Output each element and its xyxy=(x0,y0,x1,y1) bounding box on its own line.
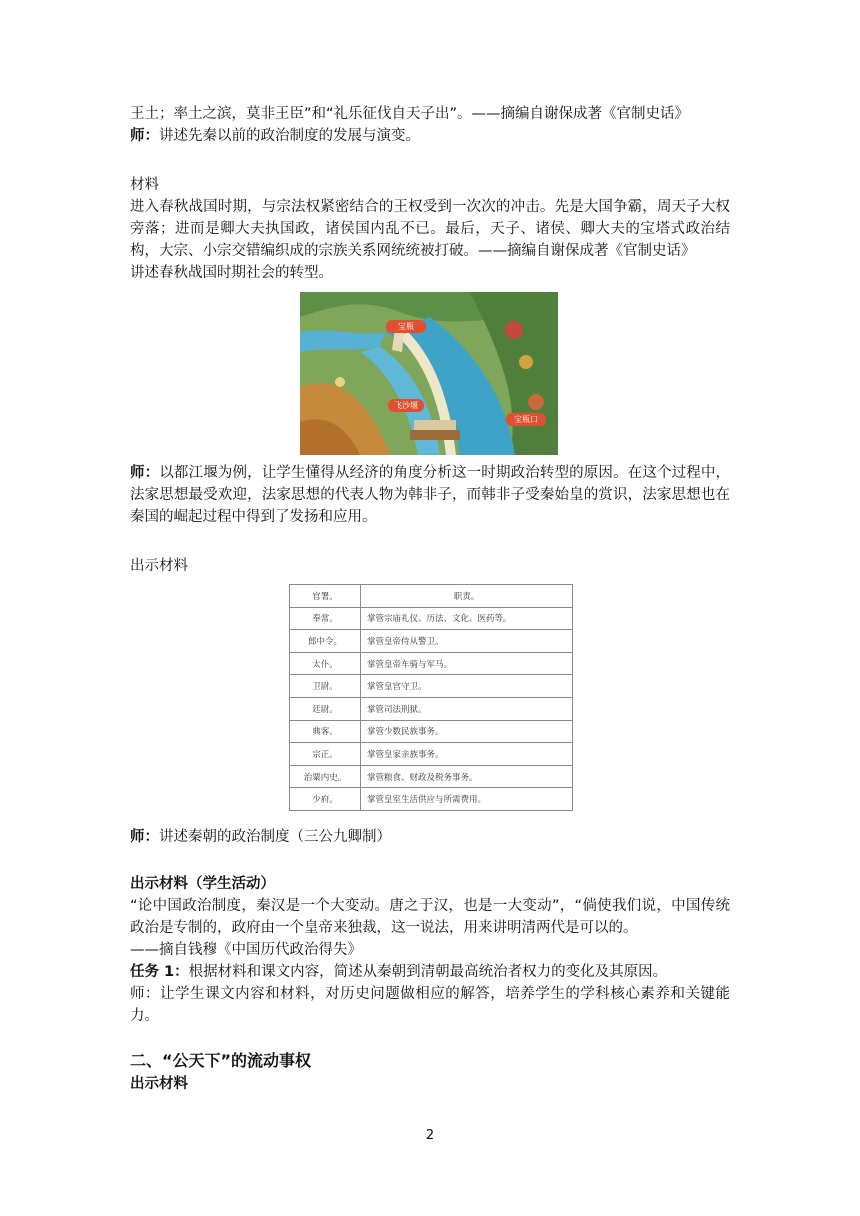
show-material-label: 出示材料 xyxy=(130,558,188,574)
task-label: 任务 1： xyxy=(130,964,189,980)
material-label: 材料 xyxy=(130,177,159,193)
text-line-quote-end: 王土；率土之滨，莫非王臣”和“礼乐征伐自天子出”。——摘编自谢保成著《官制史话》 xyxy=(130,106,690,122)
office-cell: 治粟内史。 xyxy=(290,765,361,788)
teacher-text: 讲述先秦以前的政治制度的发展与演变。 xyxy=(159,128,420,144)
table-row xyxy=(290,697,573,720)
office-cell: 宗正。 xyxy=(290,743,361,766)
task-text: 根据材料和课文内容，简述从秦朝到清朝最高统治者权力的变化及其原因。 xyxy=(188,964,668,980)
dujiangyan-illustration xyxy=(300,292,558,455)
quote-paragraph: “论中国政治制度，秦汉是一个大变动。唐之于汉，也是一大变动”，“倘使我们说，中国传统政治是专制的，政府由一个皇帝来独裁，这一说法，用来讲明清两代是可以的。 xyxy=(130,898,730,936)
illustration-label-3: 宝瓶口 xyxy=(514,415,538,424)
office-cell: 典客。 xyxy=(290,720,361,743)
office-cell: 奉常。 xyxy=(290,607,361,630)
teacher-text: 讲述秦朝的政治制度（三公九卿制） xyxy=(159,829,391,845)
section-heading: 二、“公天下”的流动事权 xyxy=(130,1051,312,1070)
page-number: 2 xyxy=(425,1128,435,1143)
table-header-cell: 官署。 xyxy=(290,585,361,608)
office-cell: 太仆。 xyxy=(290,652,361,675)
teacher-text: 以都江堰为例，让学生懂得从经济的角度分析这一时期政治转型的原因。在这个过程中，法家思想最受欢迎，法家思想的代表人物为韩非子，而韩非子受秦始皇的赏识，法家思想也在秦国的崛起过程中得到了发扬和应用。 xyxy=(130,465,731,525)
duty-cell: 掌管宗庙礼仪、历法、文化、医药等。 xyxy=(361,607,573,630)
student-activity-heading: 出示材料（学生活动） xyxy=(130,876,275,892)
table-row xyxy=(290,630,573,653)
teacher-paragraph-2 xyxy=(130,462,730,528)
table-header-cell: 职责。 xyxy=(361,585,573,608)
task-line xyxy=(130,961,667,983)
teacher-label: 师： xyxy=(130,465,160,481)
duty-cell: 掌管皇帝侍从警卫。 xyxy=(361,630,573,653)
show-material-label-2: 出示材料 xyxy=(130,1076,188,1092)
office-cell: 少府。 xyxy=(290,788,361,811)
duty-cell: 掌管皇帝车骑与军马。 xyxy=(361,652,573,675)
quote-source: ——摘自钱穆《中国历代政治得失》 xyxy=(130,942,362,958)
table-row xyxy=(290,607,573,630)
duty-cell: 掌管皇室生活供应与所需费用。 xyxy=(361,788,573,811)
officials-table xyxy=(289,584,573,811)
teacher-paragraph-4: 师：让学生课文内容和材料，对历史问题做相应的解答，培养学生的学科核心素养和关键能力。 xyxy=(130,986,730,1024)
duty-cell: 掌管粮食、财政及税务事务。 xyxy=(361,765,573,788)
table-row xyxy=(290,765,573,788)
illustration-label-2: 飞沙堰 xyxy=(394,401,418,410)
table-row xyxy=(290,675,573,698)
table-header-row xyxy=(290,585,573,608)
duty-cell: 掌管少数民族事务。 xyxy=(361,720,573,743)
duty-cell: 掌管司法刑狱。 xyxy=(361,697,573,720)
material-paragraph: 进入春秋战国时期，与宗法权紧密结合的王权受到一次次的冲击。先是大国争霸，周天子大权旁落；进而是卿大夫执国政，诸侯国内乱不已。最后，天子、诸侯、卿大夫的宝塔式政治结构，大宗、小宗交错编织成的宗族关系网统统被打破。——摘编自谢保成著《官制史话》 xyxy=(130,199,730,259)
table-row xyxy=(290,652,573,675)
text-line-transition: 讲述春秋战国时期社会的转型。 xyxy=(130,265,333,281)
office-cell: 廷尉。 xyxy=(290,697,361,720)
teacher-label: 师： xyxy=(130,128,159,144)
duty-cell: 掌管皇家亲族事务。 xyxy=(361,743,573,766)
office-cell: 卫尉。 xyxy=(290,675,361,698)
illustration-label-1: 宝瓶 xyxy=(398,322,414,331)
table-row xyxy=(290,743,573,766)
office-cell: 郎中令。 xyxy=(290,630,361,653)
teacher-line-3 xyxy=(130,826,391,848)
teacher-line-1 xyxy=(130,125,420,147)
table-row xyxy=(290,788,573,811)
teacher-label: 师： xyxy=(130,829,159,845)
duty-cell: 掌管皇宫守卫。 xyxy=(361,675,573,698)
table-row xyxy=(290,720,573,743)
